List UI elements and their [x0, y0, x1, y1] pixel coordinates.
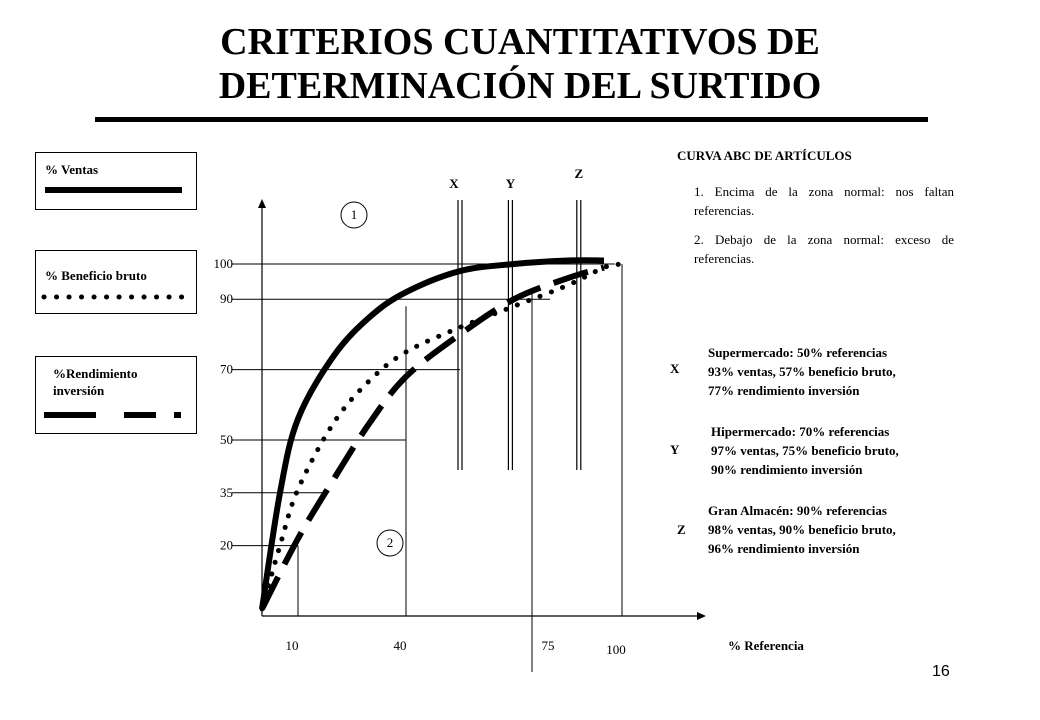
page-number: 16	[932, 663, 950, 680]
title-line-1: CRITERIOS CUANTITATIVOS DE	[220, 21, 820, 63]
series-line-dotted	[262, 264, 622, 609]
zone-line: 97% ventas, 75% beneficio bruto,	[711, 443, 899, 458]
x-axis-arrow	[697, 612, 706, 620]
y-tick-label: 20	[220, 537, 233, 553]
zone-line: 90% rendimiento inversión	[711, 462, 863, 477]
y-axis-arrow	[258, 199, 266, 208]
zone-marker-label: Z	[574, 166, 584, 181]
legend-label-ventas: % Ventas	[45, 162, 99, 177]
zone-markers	[458, 200, 581, 470]
zone-line: 77% rendimiento inversión	[708, 383, 860, 398]
zone-line: 98% ventas, 90% beneficio bruto,	[708, 522, 896, 537]
y-tick-label: 100	[213, 256, 233, 271]
zone-text-hipermercado	[711, 422, 899, 479]
x-tick-label: 100	[606, 642, 626, 657]
x-tick-label: 10	[285, 638, 299, 653]
zone-line: Hipermercado: 70% referencias	[711, 424, 890, 439]
zone-line: 93% ventas, 57% beneficio bruto,	[708, 364, 896, 379]
zone-text-supermercado	[708, 343, 896, 400]
zone-line: 96% rendimiento inversión	[708, 541, 860, 556]
y-tick-label: 90	[220, 291, 233, 307]
y-tick-label: 35	[220, 484, 233, 500]
reference-lines	[232, 264, 622, 672]
zone-marker-label: X	[449, 176, 459, 191]
title-line-2: DETERMINACIÓN DEL SURTIDO	[218, 65, 822, 107]
region-marker-label: 1	[350, 207, 358, 222]
zone-marker-label: Y	[505, 176, 516, 191]
note-above-zone: 1. Encima de la zona normal: nos faltan referencias.	[694, 184, 954, 218]
axes	[258, 199, 706, 620]
legend-label-beneficio: % Beneficio bruto	[45, 268, 147, 283]
series-line-dashed	[262, 268, 604, 609]
y-tick-label: 70	[220, 361, 233, 377]
x-tick-label: 40	[393, 638, 407, 653]
zone-line: Supermercado: 50% referencias	[708, 345, 888, 360]
zone-letter-z: Z	[677, 522, 686, 537]
y-tick-label: 50	[220, 432, 233, 447]
zone-line: Gran Almacén: 90% referencias	[708, 503, 887, 518]
zone-text-gran-almacen	[708, 501, 896, 558]
zone-letter-x: X	[670, 361, 680, 376]
abc-heading: CURVA ABC DE ARTÍCULOS	[677, 148, 852, 163]
legend-label-rendimiento: %Rendimiento inversión	[53, 366, 138, 398]
note-below-zone: 2. Debajo de la zona normal: exceso de referencias.	[694, 232, 954, 266]
x-tick-label: 75	[541, 638, 555, 653]
x-axis-title: % Referencia	[728, 638, 804, 653]
series-line-solid	[262, 260, 604, 609]
zone-letter-y: Y	[670, 442, 680, 457]
region-marker-label: 2	[386, 535, 394, 550]
curves	[262, 260, 622, 609]
